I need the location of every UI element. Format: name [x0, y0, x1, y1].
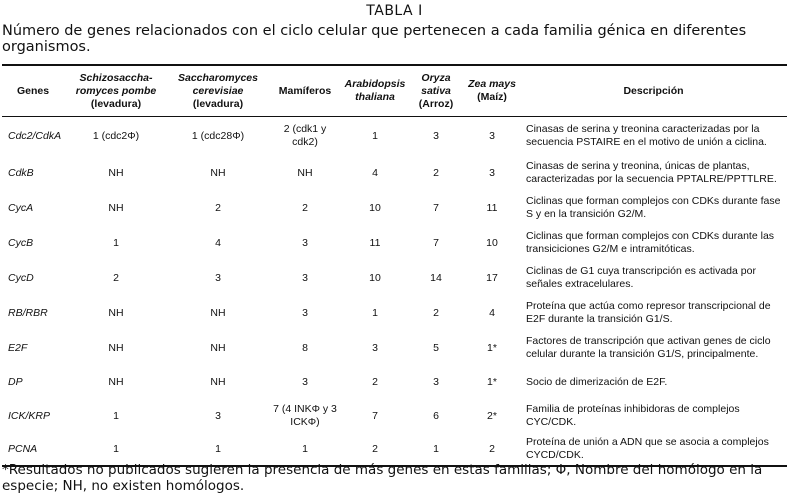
cell-desc: Socio de dimerización de E2F.	[526, 375, 668, 388]
header-zea: Zea mays (Maíz)	[468, 78, 516, 103]
cell-zea: 1*	[487, 375, 497, 388]
cell-arabidopsis: 2	[372, 375, 378, 388]
cell-gene: Cdc2/CdkA	[8, 129, 62, 142]
header-arabidopsis: Arabidopsis thaliana	[344, 78, 406, 103]
cell-gene: ICK/KRP	[8, 409, 51, 422]
cell-desc: Cinasas de serina y treonina caracterizadas por la secuencia PSTAIRE en el motivo de unión a ciclina.	[526, 123, 767, 149]
cell-gene: CycD	[8, 271, 34, 284]
cell-gene: DP	[8, 375, 23, 388]
table-footnote: *Resultados no publicados sugieren la presencia de más genes en estas familias; Φ, Nombre del homólogo en la especie; NH, no existen homólogos.	[2, 462, 763, 494]
cell-zea: 17	[486, 271, 498, 284]
gene-family-table	[2, 64, 787, 467]
cell-oryza: 2	[433, 306, 439, 319]
cell-desc: Proteína de unión a ADN que se asocia a complejos CYCD/CDK.	[526, 436, 769, 461]
cell-spombe: NH	[108, 306, 124, 319]
cell-gene: RB/RBR	[8, 306, 48, 319]
cell-zea: 10	[486, 236, 498, 249]
cell-arabidopsis: 7	[372, 409, 378, 422]
cell-desc: Proteína que actúa como represor transcripcional de E2F durante la transición G1/S.	[526, 300, 771, 325]
table-row	[2, 366, 787, 399]
cell-spombe: 2	[113, 271, 119, 284]
cell-spombe: NH	[108, 341, 124, 354]
cell-mamiferos: 3	[302, 375, 308, 388]
header-genes: Genes	[16, 84, 50, 97]
cell-zea: 4	[489, 306, 495, 319]
cell-spombe: NH	[108, 166, 124, 179]
table-row	[2, 156, 787, 191]
table-row	[2, 117, 787, 156]
cell-zea: 11	[486, 201, 498, 214]
cell-oryza: 2	[433, 166, 439, 179]
cell-arabidopsis: 1	[372, 129, 378, 142]
cell-arabidopsis: 10	[369, 201, 381, 214]
table-row	[2, 296, 787, 331]
header-descripcion: Descripción	[623, 84, 684, 97]
table-caption: Número de genes relacionados con el ciclo celular que pertenecen a cada familia génica en diferentes organismos.	[2, 23, 747, 55]
cell-gene: E2F	[8, 341, 28, 354]
cell-scerevisiae: 1	[215, 442, 221, 455]
table-row	[2, 226, 787, 261]
cell-desc: Ciclinas de G1 cuya transcripción es activada por señales extracelulares.	[526, 265, 756, 290]
cell-arabidopsis: 3	[372, 341, 378, 354]
cell-scerevisiae: NH	[210, 375, 226, 388]
cell-mamiferos: 3	[302, 271, 308, 284]
cell-arabidopsis: 11	[369, 236, 381, 249]
cell-scerevisiae: 2	[215, 201, 221, 214]
cell-scerevisiae: NH	[210, 306, 226, 319]
cell-scerevisiae: NH	[210, 341, 226, 354]
cell-spombe: 1 (cdc2Φ)	[92, 129, 140, 142]
cell-mamiferos: 1	[302, 442, 308, 455]
cell-arabidopsis: 4	[372, 166, 378, 179]
cell-desc: Cinasas de serina y treonina, únicas de plantas, caracterizadas por la secuencia PPTALRE/PPTTLRE.	[526, 160, 777, 185]
cell-desc: Factores de transcripción que activan genes de ciclo celular durante la transición G1/S, principalmente.	[526, 335, 771, 360]
table-row	[2, 434, 787, 466]
cell-oryza: 1	[433, 442, 439, 455]
cell-scerevisiae: 1 (cdc28Φ)	[191, 129, 245, 142]
cell-zea: 3	[489, 166, 495, 179]
cell-scerevisiae: 3	[215, 409, 221, 422]
cell-zea: 2	[489, 442, 495, 455]
cell-desc: Ciclinas que forman complejos con CDKs durante fase S y en la transición G2/M.	[526, 195, 781, 220]
cell-oryza: 5	[433, 341, 439, 354]
cell-mamiferos: 8	[302, 341, 308, 354]
table-row	[2, 331, 787, 366]
cell-mamiferos: 7 (4 INKΦ y 3 ICKΦ)	[273, 403, 337, 428]
cell-oryza: 7	[433, 201, 439, 214]
cell-desc: Ciclinas que forman complejos con CDKs durante las transiciciones G2/M e intramitóticas.	[526, 230, 775, 255]
table-title: TABLA I	[366, 3, 423, 19]
cell-oryza: 3	[433, 375, 439, 388]
cell-spombe: 1	[113, 442, 119, 455]
header-mamiferos: Mamíferos	[278, 84, 332, 97]
cell-mamiferos: NH	[297, 166, 313, 179]
header-scerevisiae: Saccharomyces cerevisiae (levadura)	[178, 71, 258, 110]
cell-gene: CdkB	[8, 166, 34, 179]
cell-oryza: 14	[430, 271, 442, 284]
cell-gene: CycB	[8, 236, 34, 249]
cell-spombe: NH	[108, 201, 124, 214]
cell-scerevisiae: 4	[215, 236, 221, 249]
cell-mamiferos: 2	[302, 201, 308, 214]
cell-mamiferos: 3	[302, 236, 308, 249]
cell-oryza: 6	[433, 409, 439, 422]
cell-spombe: NH	[108, 375, 124, 388]
cell-zea: 1*	[487, 341, 497, 354]
cell-arabidopsis: 10	[369, 271, 381, 284]
cell-arabidopsis: 1	[372, 306, 378, 319]
cell-desc: Familia de proteínas inhibidoras de complejos CYC/CDK.	[526, 403, 740, 428]
cell-scerevisiae: NH	[210, 166, 226, 179]
cell-zea: 2*	[487, 409, 497, 422]
cell-oryza: 7	[433, 236, 439, 249]
header-spombe: Schizosaccha-romyces pombe (levadura)	[75, 71, 157, 110]
cell-arabidopsis: 2	[372, 442, 378, 455]
cell-mamiferos: 3	[302, 306, 308, 319]
cell-spombe: 1	[113, 409, 119, 422]
cell-scerevisiae: 3	[215, 271, 221, 284]
table-row	[2, 261, 787, 296]
cell-gene: PCNA	[8, 442, 38, 455]
header-oryza: Oryza sativa (Arroz)	[418, 71, 454, 110]
cell-gene: CycA	[8, 201, 34, 214]
cell-spombe: 1	[113, 236, 119, 249]
cell-zea: 3	[489, 129, 495, 142]
cell-oryza: 3	[433, 129, 439, 142]
header-row	[2, 65, 787, 117]
table-row	[2, 191, 787, 226]
table-row	[2, 399, 787, 434]
cell-mamiferos: 2 (cdk1 y cdk2)	[283, 123, 327, 149]
